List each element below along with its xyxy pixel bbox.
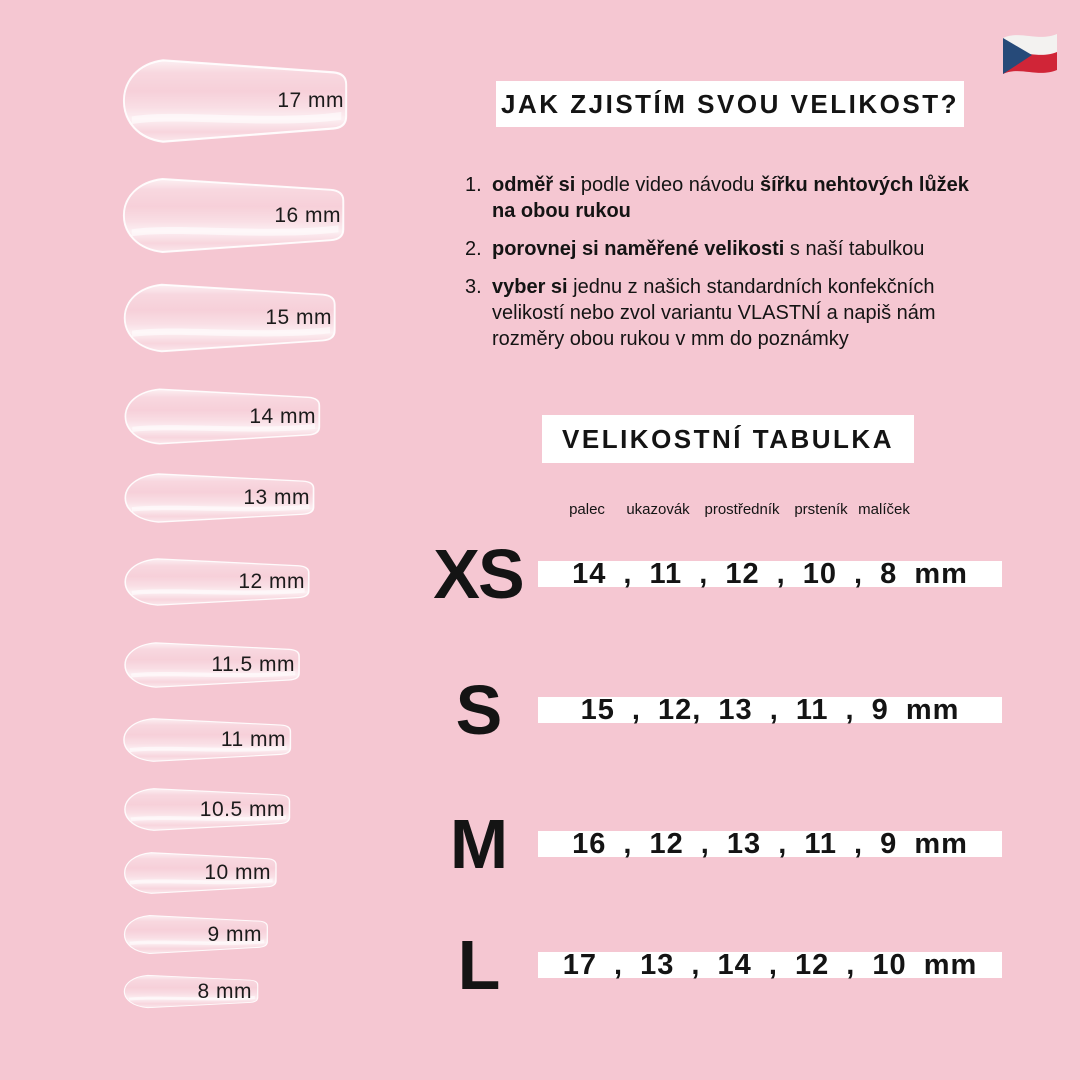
- instructions-list: [465, 172, 981, 352]
- nail-tip-17mm: [120, 57, 355, 145]
- size-values: 14 , 11 , 12 , 10 , 8 mm: [572, 557, 968, 590]
- nail-size-label: 10 mm: [204, 861, 271, 884]
- step-number: 1.: [465, 174, 482, 196]
- size-values-bar: [538, 948, 1002, 981]
- page-title: JAK ZJISTÍM SVOU VELIKOST?: [501, 88, 959, 119]
- nail-size-label: 17 mm: [277, 89, 344, 112]
- nail-tip-9mm: [122, 914, 273, 955]
- nail-size-label: 9 mm: [207, 922, 262, 946]
- size-values: 16 , 12 , 13 , 11 , 9 mm: [572, 827, 968, 860]
- page-title-box: [496, 81, 964, 127]
- size-row-xs: [0, 535, 1080, 613]
- instruction-step-3: [465, 274, 981, 352]
- step-text: porovnej si naměřené velikosti s naší tabulkou: [492, 238, 925, 260]
- instruction-step-2: [465, 236, 981, 262]
- nail-size-label: 16 mm: [274, 203, 341, 227]
- czech-flag-icon: [998, 27, 1062, 79]
- nail-tip-13mm: [122, 472, 321, 524]
- nail-tip-14mm: [122, 387, 327, 446]
- nail-size-label: 15 mm: [265, 306, 332, 329]
- column-header-ring: prsteník: [794, 501, 848, 518]
- size-letter: M: [449, 805, 507, 883]
- size-table-title: VELIKOSTNÍ TABULKA: [562, 423, 894, 454]
- nail-tip-16mm: [120, 176, 352, 255]
- size-letter: S: [455, 671, 501, 749]
- column-header-middle: prostředník: [704, 501, 780, 518]
- step-number: 2.: [465, 238, 482, 260]
- step-number: 3.: [465, 276, 482, 298]
- size-values: 15 , 12, 13 , 11 , 9 mm: [580, 693, 960, 726]
- nail-tip-11_5mm: [122, 641, 306, 689]
- column-header-pinky: malíček: [858, 501, 910, 518]
- instruction-step-1: [465, 172, 981, 224]
- size-values-bar: [538, 693, 1002, 726]
- size-values-bar: [538, 827, 1002, 860]
- size-values: 17 , 13 , 14 , 12 , 10 mm: [562, 948, 978, 981]
- column-header-thumb: palec: [569, 501, 605, 518]
- size-values-bar: [538, 557, 1002, 590]
- nail-size-label: 12 mm: [238, 570, 305, 593]
- size-letter: L: [457, 926, 499, 1004]
- nail-size-label: 10.5 mm: [199, 797, 285, 821]
- nail-size-label: 14 mm: [249, 404, 316, 428]
- nail-tip-10mm: [122, 851, 282, 895]
- nail-size-label: 11.5 mm: [211, 653, 295, 676]
- size-letter: XS: [433, 535, 523, 613]
- size-table-title-box: [542, 415, 914, 463]
- nail-tip-8mm: [122, 974, 263, 1009]
- step-text: vyber si jednu z našich standardních konfekčních velikostí nebo zvol variantu VLASTNÍ a napiš nám rozměry obou rukou v mm do poznámky: [492, 276, 936, 350]
- nail-tip-10_5mm: [122, 787, 296, 832]
- nail-tip-15mm: [121, 282, 343, 354]
- nail-size-label: 11 mm: [220, 728, 286, 751]
- nail-tip-11mm: [121, 717, 297, 763]
- step-text: odměř si podle video návodu šířku nehtových lůžek na obou rukou: [492, 174, 969, 222]
- column-header-index: ukazovák: [626, 501, 690, 518]
- nail-size-label: 13 mm: [243, 486, 310, 509]
- nail-size-label: 8 mm: [197, 979, 252, 1003]
